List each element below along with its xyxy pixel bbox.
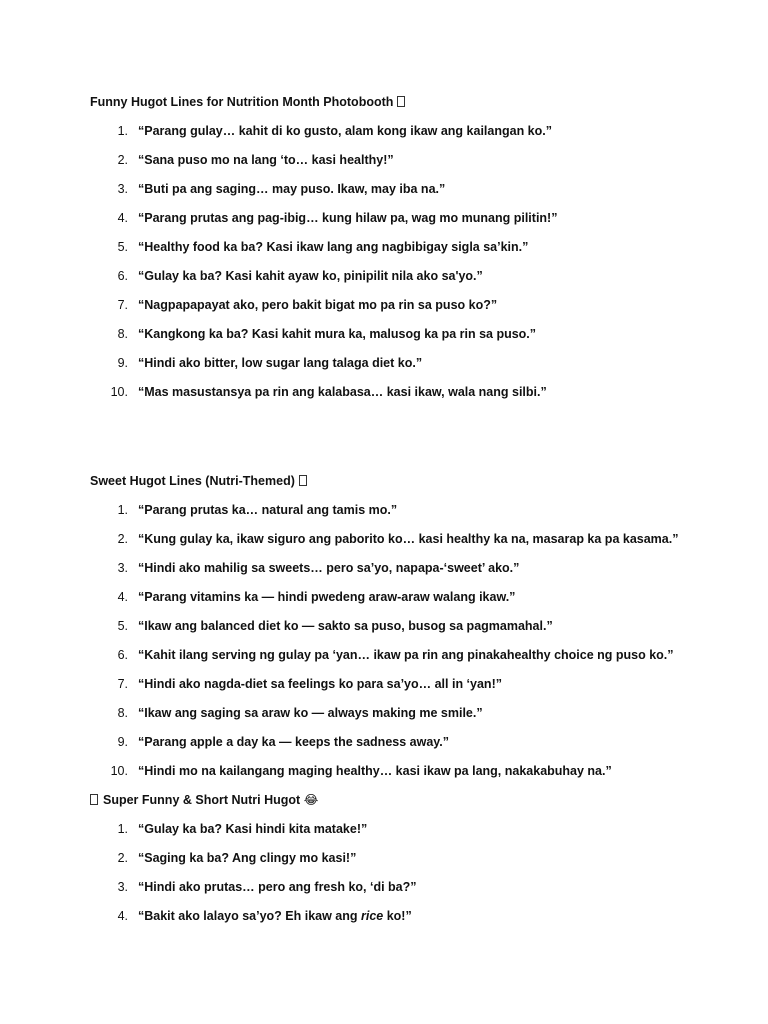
item-text: “Hindi mo na kailangang maging healthy… kasi ikaw pa lang, nakakabuhay na.” <box>138 764 612 778</box>
item-text-after: ko!” <box>383 909 412 923</box>
section-title: Super Funny & Short Nutri Hugot <box>103 793 301 807</box>
item-number: 2 . <box>110 850 128 866</box>
item-text: “Ikaw ang balanced diet ko — sakto sa puso, busog sa pagmamahal.” <box>138 619 553 633</box>
item-text: “Mas masustansya pa rin ang kalabasa… kasi ikaw, wala nang silbi.” <box>138 385 547 399</box>
item-number: 9 . <box>110 355 128 371</box>
item-number: 10 . <box>110 384 128 400</box>
item-text: “Healthy food ka ba? Kasi ikaw lang ang nagbibigay sigla sa’kin.” <box>138 240 529 254</box>
item-text: “Hindi ako nagda-diet sa feelings ko para sa’yo… all in ‘yan!” <box>138 677 502 691</box>
item-text: “Ikaw ang saging sa araw ko — always making me smile.” <box>138 706 483 720</box>
item-text: “Saging ka ba? Ang clingy mo kasi!” <box>138 851 357 865</box>
item-text <box>138 908 412 924</box>
section-title: Funny Hugot Lines for Nutrition Month Photobooth <box>90 95 394 109</box>
item-text: “Kung gulay ka, ikaw siguro ang paborito ko… kasi healthy ka na, masarap ka pa kasama.” <box>138 532 679 546</box>
item-number: 9 . <box>110 734 128 750</box>
item-text: “Kahit ilang serving ng gulay pa ‘yan… ikaw pa rin ang pinakahealthy choice ng puso ko.” <box>138 648 674 662</box>
item-text: “Gulay ka ba? Kasi hindi kita matake!” <box>138 822 368 836</box>
item-number: 1 . <box>110 821 128 837</box>
item-text: “Hindi ako bitter, low sugar lang talaga diet ko.” <box>138 356 423 370</box>
item-number: 8 . <box>110 705 128 721</box>
item-number: 5 . <box>110 618 128 634</box>
section-title: Sweet Hugot Lines (Nutri-Themed) <box>90 474 295 488</box>
missing-glyph-icon <box>397 95 405 109</box>
missing-glyph-icon <box>299 474 307 488</box>
section-heading-funny <box>90 94 405 110</box>
item-number: 10 . <box>110 763 128 779</box>
laughing-emoji-icon: 😂 <box>303 793 319 807</box>
item-number: 1 . <box>110 502 128 518</box>
item-text: “Parang apple a day ka — keeps the sadness away.” <box>138 735 450 749</box>
item-number: 5 . <box>110 239 128 255</box>
item-number: 2 . <box>110 152 128 168</box>
item-number: 6 . <box>110 268 128 284</box>
item-number: 6 . <box>110 647 128 663</box>
section-heading-sweet <box>90 473 307 489</box>
item-number: 4 . <box>110 210 128 226</box>
section-heading-short <box>90 792 318 808</box>
item-number: 8 . <box>110 326 128 342</box>
item-text-before: “Bakit ako lalayo sa’yo? Eh ikaw ang <box>138 909 361 923</box>
item-text: “Nagpapapayat ako, pero bakit bigat mo pa rin sa puso ko?” <box>138 298 498 312</box>
item-text: “Gulay ka ba? Kasi kahit ayaw ko, pinipilit nila ako sa'yo.” <box>138 269 483 283</box>
item-number: 1 . <box>110 123 128 139</box>
item-text: “Buti pa ang saging… may puso. Ikaw, may iba na.” <box>138 182 446 196</box>
item-text-emphasis: rice <box>361 909 384 923</box>
item-text: “Hindi ako prutas… pero ang fresh ko, ‘di ba?” <box>138 880 417 894</box>
item-text: “Parang gulay… kahit di ko gusto, alam kong ikaw ang kailangan ko.” <box>138 124 552 138</box>
item-text: “Parang prutas ka… natural ang tamis mo.” <box>138 503 398 517</box>
item-number: 4 . <box>110 589 128 605</box>
item-number: 7 . <box>110 676 128 692</box>
item-number: 3 . <box>110 560 128 576</box>
item-number: 3 . <box>110 879 128 895</box>
item-text: “Hindi ako mahilig sa sweets… pero sa’yo, napapa-‘sweet’ ako.” <box>138 561 520 575</box>
item-text: “Sana puso mo na lang ‘to… kasi healthy!” <box>138 153 394 167</box>
missing-glyph-icon <box>90 793 98 807</box>
item-text: “Parang vitamins ka — hindi pwedeng araw-araw walang ikaw.” <box>138 590 516 604</box>
item-text: “Kangkong ka ba? Kasi kahit mura ka, malusog ka pa rin sa puso.” <box>138 327 537 341</box>
item-number: 7 . <box>110 297 128 313</box>
item-number: 2 . <box>110 531 128 547</box>
item-number: 3 . <box>110 181 128 197</box>
item-number: 4 . <box>110 908 128 924</box>
item-text: “Parang prutas ang pag-ibig… kung hilaw pa, wag mo munang pilitin!” <box>138 211 558 225</box>
